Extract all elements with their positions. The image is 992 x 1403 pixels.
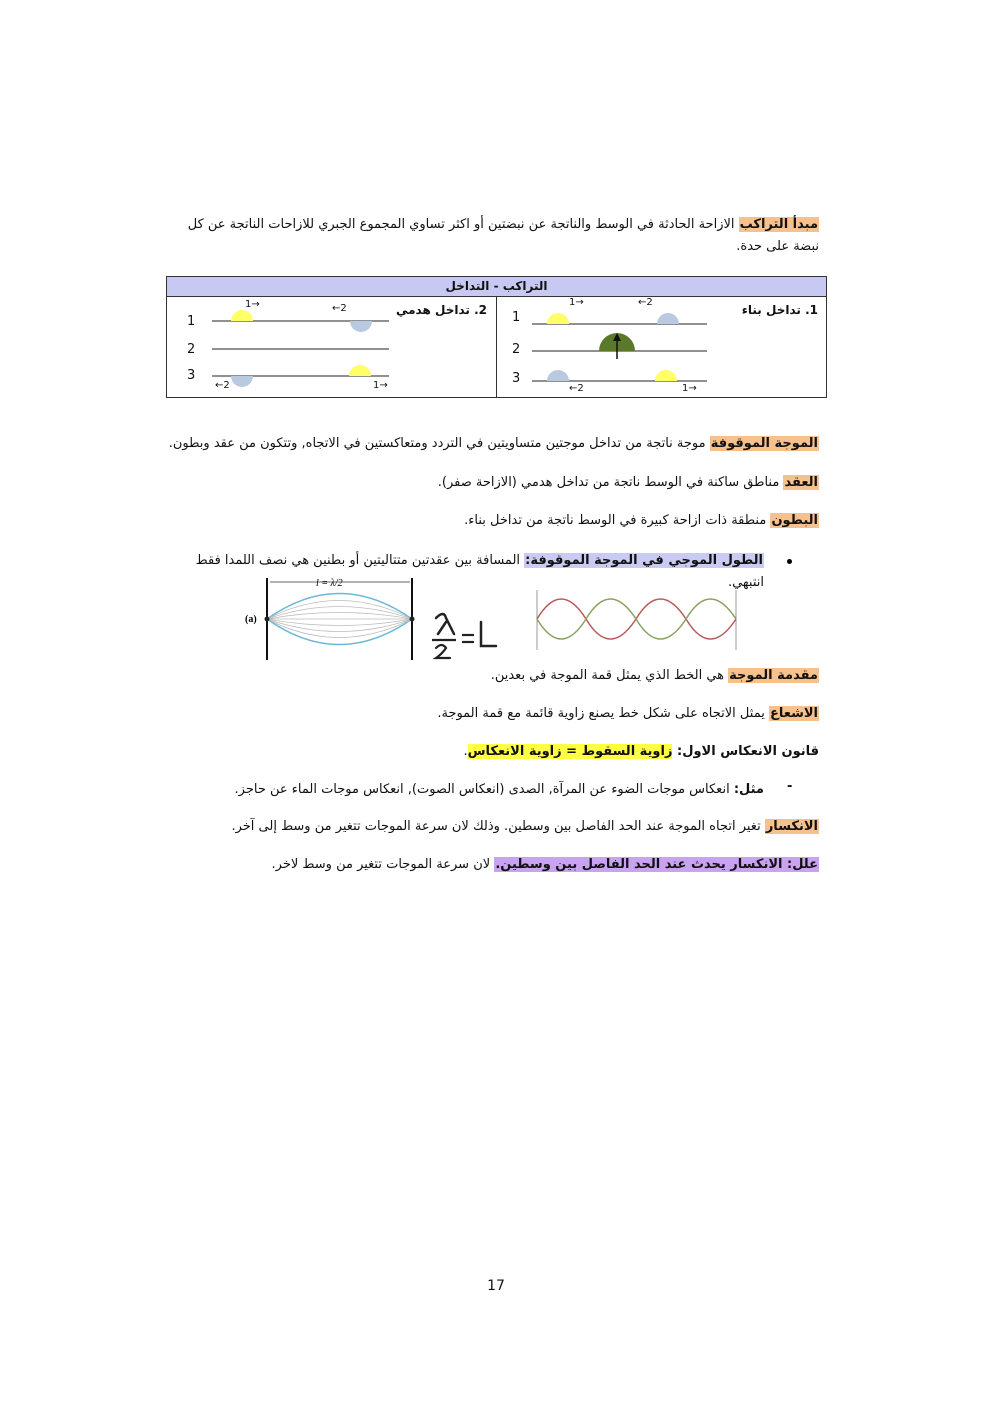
wavefront-paragraph bbox=[164, 665, 819, 687]
refraction-definition: تغير اتجاه الموجة عند الحد الفاصل بين وسطين. وذلك لان سرعة الموجات تتغير من وسط إلى آخر. bbox=[231, 819, 765, 834]
constructive-row1-pulse1 bbox=[547, 313, 569, 324]
standing-wave-definition: موجة ناتجة من تداخل موجتين متساويتين في التردد ومتعاكستين في الاتجاه, وتتكون من عقد وبطون. bbox=[168, 436, 710, 451]
reflection-law-paragraph bbox=[164, 741, 819, 763]
reason-term: علل: الانكسار يحدث عند الحد الفاصل بين وسطين. bbox=[495, 857, 818, 872]
string-line-6 bbox=[267, 619, 412, 638]
nodes-term: العقد bbox=[784, 475, 818, 490]
refraction-paragraph bbox=[164, 816, 819, 838]
reflection-law-statement: زاوية السقوط = زاوية الانعكاس bbox=[467, 744, 673, 759]
destructive-row-2: 2 bbox=[187, 342, 196, 357]
constructive-arrow-3a: ←2 bbox=[569, 383, 584, 394]
figure-panel-label: (a) bbox=[245, 614, 257, 625]
constructive-title: 1. تداخل بناء bbox=[741, 303, 818, 317]
example-paragraph bbox=[164, 779, 764, 801]
constructive-row3-pulse2 bbox=[655, 370, 677, 381]
destructive-diagram bbox=[207, 299, 397, 397]
superposition-definition: الازاحة الحادثة في الوسط والناتجة عن نبضتين أو اكثر تساوي المجموع الجبري للازاحات الناتجة عن كل نبضة على حدة. bbox=[187, 217, 819, 254]
table-header: التراكب - التداخل bbox=[167, 277, 826, 297]
interference-table bbox=[166, 276, 827, 398]
constructive-row3-pulse1 bbox=[547, 370, 569, 381]
destructive-row-3: 3 bbox=[187, 368, 196, 383]
destructive-row1-pulse2 bbox=[350, 321, 372, 332]
string-line-3 bbox=[267, 613, 412, 620]
constructive-arrow-1a: 1→ bbox=[569, 297, 584, 308]
antinodes-term: البطون bbox=[771, 513, 818, 528]
superposition-term: مبدأ التراكب bbox=[739, 217, 818, 232]
destructive-row1-pulse1 bbox=[231, 310, 253, 321]
standing-wave-term: الموجة الموقوفة bbox=[710, 436, 818, 451]
constructive-row-2: 2 bbox=[512, 342, 521, 357]
example-label: مثل: bbox=[733, 782, 764, 797]
handwritten-formula bbox=[428, 604, 502, 662]
node-left bbox=[265, 617, 270, 622]
destructive-title: 2. تداخل هدمي bbox=[395, 303, 487, 317]
page-number: 17 bbox=[487, 1278, 505, 1294]
nodes-paragraph bbox=[164, 472, 819, 494]
example-dash: - bbox=[787, 779, 793, 794]
ray-paragraph bbox=[164, 703, 819, 725]
wavelength-term: الطول الموجي في الموجة الموقوفة: bbox=[525, 553, 763, 568]
destructive-arrow-1b: ←2 bbox=[332, 303, 347, 314]
nodes-definition: مناطق ساكنة في الوسط ناتجة من تداخل هدمي (الازاحة صفر). bbox=[437, 475, 784, 490]
standing-wave-paragraph bbox=[164, 433, 819, 455]
constructive-row1-pulse2 bbox=[657, 313, 679, 324]
ray-term: الاشعاع bbox=[769, 706, 818, 721]
destructive-row-1: 1 bbox=[187, 314, 196, 329]
wavefront-term: مقدمة الموجة bbox=[729, 668, 818, 683]
destructive-row3-pulse2 bbox=[349, 365, 371, 376]
reason-answer: لان سرعة الموجات تتغير من وسط لاخر. bbox=[271, 857, 495, 872]
table-divider bbox=[496, 296, 497, 397]
reason-paragraph bbox=[164, 854, 819, 876]
bullet-dot bbox=[787, 559, 792, 564]
example-text: انعكاس موجات الضوء عن المرآة, الصدى (انعكاس الصوت), انعكاس موجات الماء عن حاجز. bbox=[234, 782, 734, 797]
wavefront-definition: هي الخط الذي يمثل قمة الموجة في بعدين. bbox=[490, 668, 729, 683]
reflection-law-end: . bbox=[463, 744, 468, 759]
loops-figure bbox=[530, 588, 746, 652]
standing-wave-figure bbox=[240, 572, 430, 664]
ray-definition: يمثل الاتجاه على شكل خط يصنع زاوية قائمة مع قمة الموجة. bbox=[437, 706, 769, 721]
destructive-row3-pulse1 bbox=[231, 376, 253, 387]
antinodes-definition: منطقة ذات ازاحة كبيرة في الوسط ناتجة من تداخل بناء. bbox=[464, 513, 771, 528]
wavelength-definition: المسافة بين عقدتين متتاليتين أو بطنين هي نصف اللمدا فقط انتبهي. bbox=[195, 553, 764, 590]
refraction-term: الانكسار bbox=[765, 819, 818, 834]
destructive-arrow-3a: ←2 bbox=[215, 380, 230, 391]
superposition-paragraph bbox=[164, 214, 819, 258]
constructive-arrow-3b: 1→ bbox=[682, 383, 697, 394]
lambda-stroke bbox=[436, 614, 454, 634]
constructive-row-1: 1 bbox=[512, 310, 521, 325]
figure-dimension-label: l = λ/2 bbox=[316, 578, 343, 589]
loops-wave-green bbox=[537, 599, 736, 639]
string-line-4 bbox=[267, 619, 412, 626]
antinodes-paragraph bbox=[164, 510, 819, 532]
destructive-arrow-3b: 1→ bbox=[373, 380, 388, 391]
reflection-law-label: قانون الانعكاس الاول: bbox=[672, 744, 819, 759]
destructive-arrow-1a: 1→ bbox=[245, 299, 260, 310]
node-right bbox=[410, 617, 415, 622]
two-stroke bbox=[436, 645, 450, 658]
string-line-1 bbox=[267, 601, 412, 620]
constructive-arrow-1b: ←2 bbox=[638, 297, 653, 308]
constructive-row-3: 3 bbox=[512, 371, 521, 386]
L-stroke bbox=[481, 622, 496, 646]
